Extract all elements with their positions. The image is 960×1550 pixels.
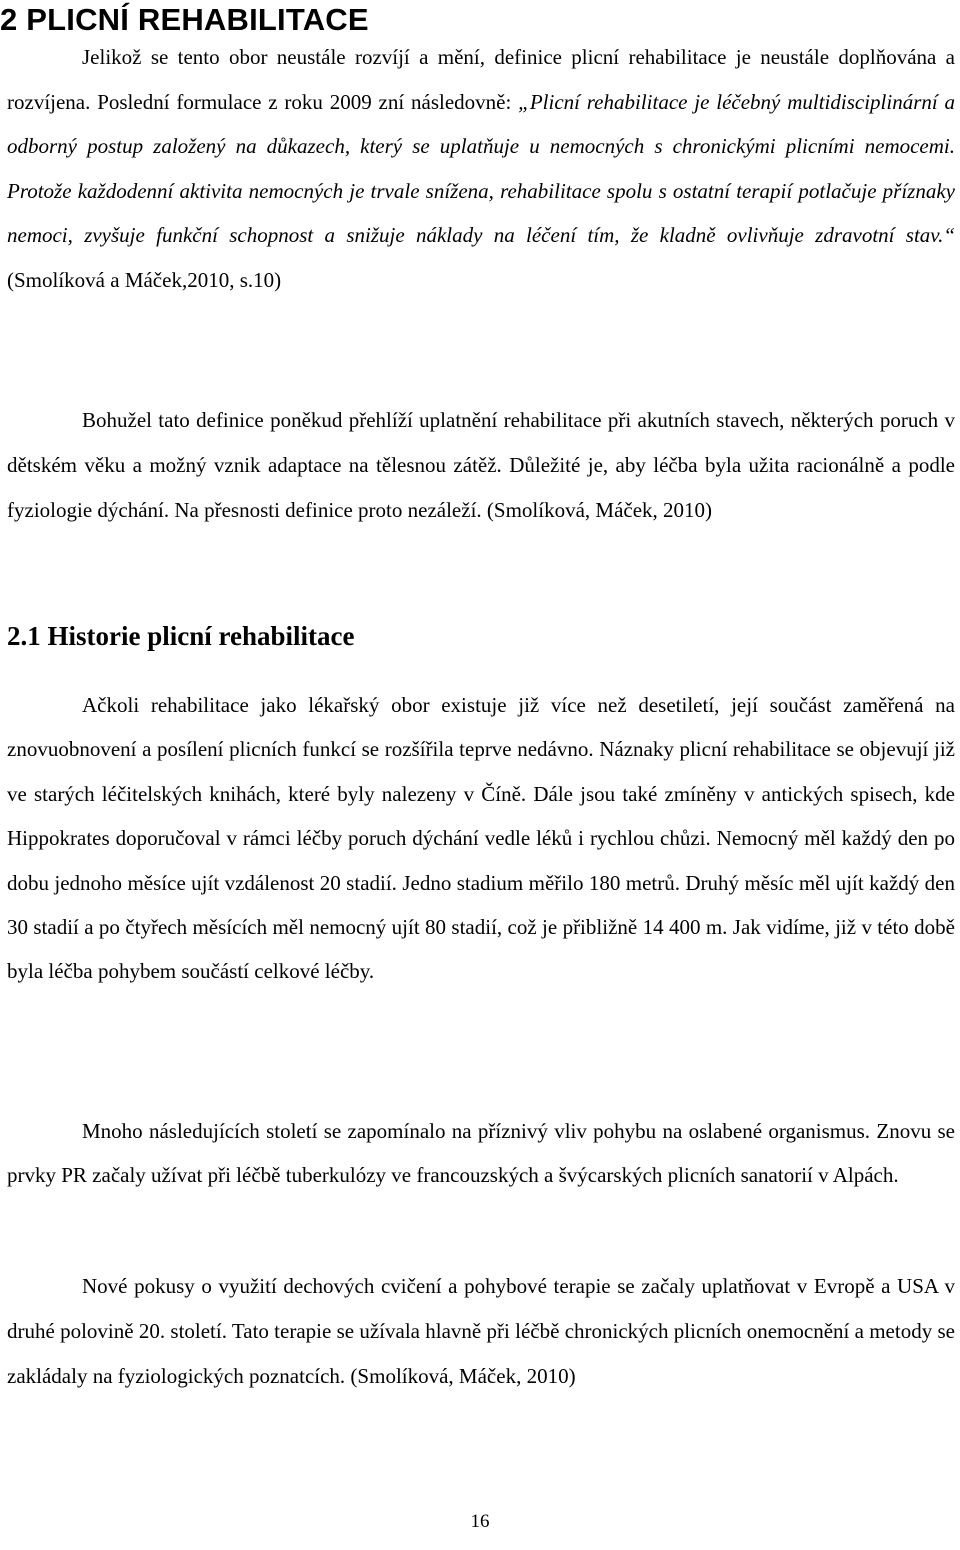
definition-quote: „Plicní rehabilitace je léčebný multidisciplinární a odborný postup založený na důkazech, který se uplatňuje u nemocných s chronickými plicními nemocemi. Protože každodenní aktivita nemocných je trvale snížena, rehabilitace spolu s ostatní terapií potlačuje příznaky nemoci, zvyšuje funkční schopnost a snižuje náklady na léčení tím, že kladně ovlivňuje zdravotní stav.“ xyxy=(7,89,956,247)
chapter-heading: 2 PLICNÍ REHABILITACE xyxy=(0,2,369,37)
definition-intro: Jelikož se tento obor neustále rozvíjí a mění, definice plicní rehabilitace je neustále doplňována a rozvíjena. Poslední formulace z roku 2009 zní následovně: xyxy=(7,45,955,114)
history-paragraph: Ačkoli rehabilitace jako lékařský obor existuje již více než desetiletí, její součást zaměřená na znovuobnovení a posílení plicních funkcí se rozšířila teprve nedávno. Náznaky plicní rehabilitace se objevují již ve starých léčitelských knihách, které byly nalezeny v Číně. Dále jsou také zmíněny v antických spisech, kde Hippokrates doporučoval v rámci léčby poruch dýchání vedle léků i rychlou chůzi. Nemocný měl každý den po dobu jednoho měsíce ujít vzdálenost 20 stadií. Jedno stadium měřilo 180 metrů. Druhý měsíc měl ujít každý den 30 stadií a po čtyřech měsících měl nemocný ujít 80 stadií, což je přibližně 14 400 m. Jak vidíme, již v této době byla léčba pohybem součástí celkové léčby. xyxy=(7,693,955,984)
page-number: 16 xyxy=(470,1511,490,1532)
definition-paragraph xyxy=(7,35,955,302)
definition-critique-paragraph: Bohužel tato definice poněkud přehlíží uplatnění rehabilitace při akutních stavech, některých poruch v dětském věku a možný vznik adaptace na tělesnou zátěž. Důležité je, aby léčba byla užita racionálně a podle fyziologie dýchání. Na přesnosti definice proto nezáleží. (Smolíková, Máček, 2010) xyxy=(7,408,955,522)
modern-paragraph: Nové pokusy o využití dechových cvičení a pohybové terapie se začaly uplatňovat v Evropě a USA v druhé polovině 20. století. Tato terapie se užívala hlavně při léčbě chronických plicních onemocnění a metody se zakládaly na fyziologických poznatcích. (Smolíková, Máček, 2010) xyxy=(7,1274,955,1388)
definition-citation: (Smolíková a Máček,2010, s.10) xyxy=(7,267,282,292)
section-heading: 2.1 Historie plicní rehabilitace xyxy=(7,621,355,651)
centuries-paragraph: Mnoho následujících století se zapomínalo na příznivý vliv pohybu na oslabené organismus. Znovu se prvky PR začaly užívat při léčbě tuberkulózy ve francouzských a švýcarských plicních sanatorií v Alpách. xyxy=(7,1119,955,1188)
